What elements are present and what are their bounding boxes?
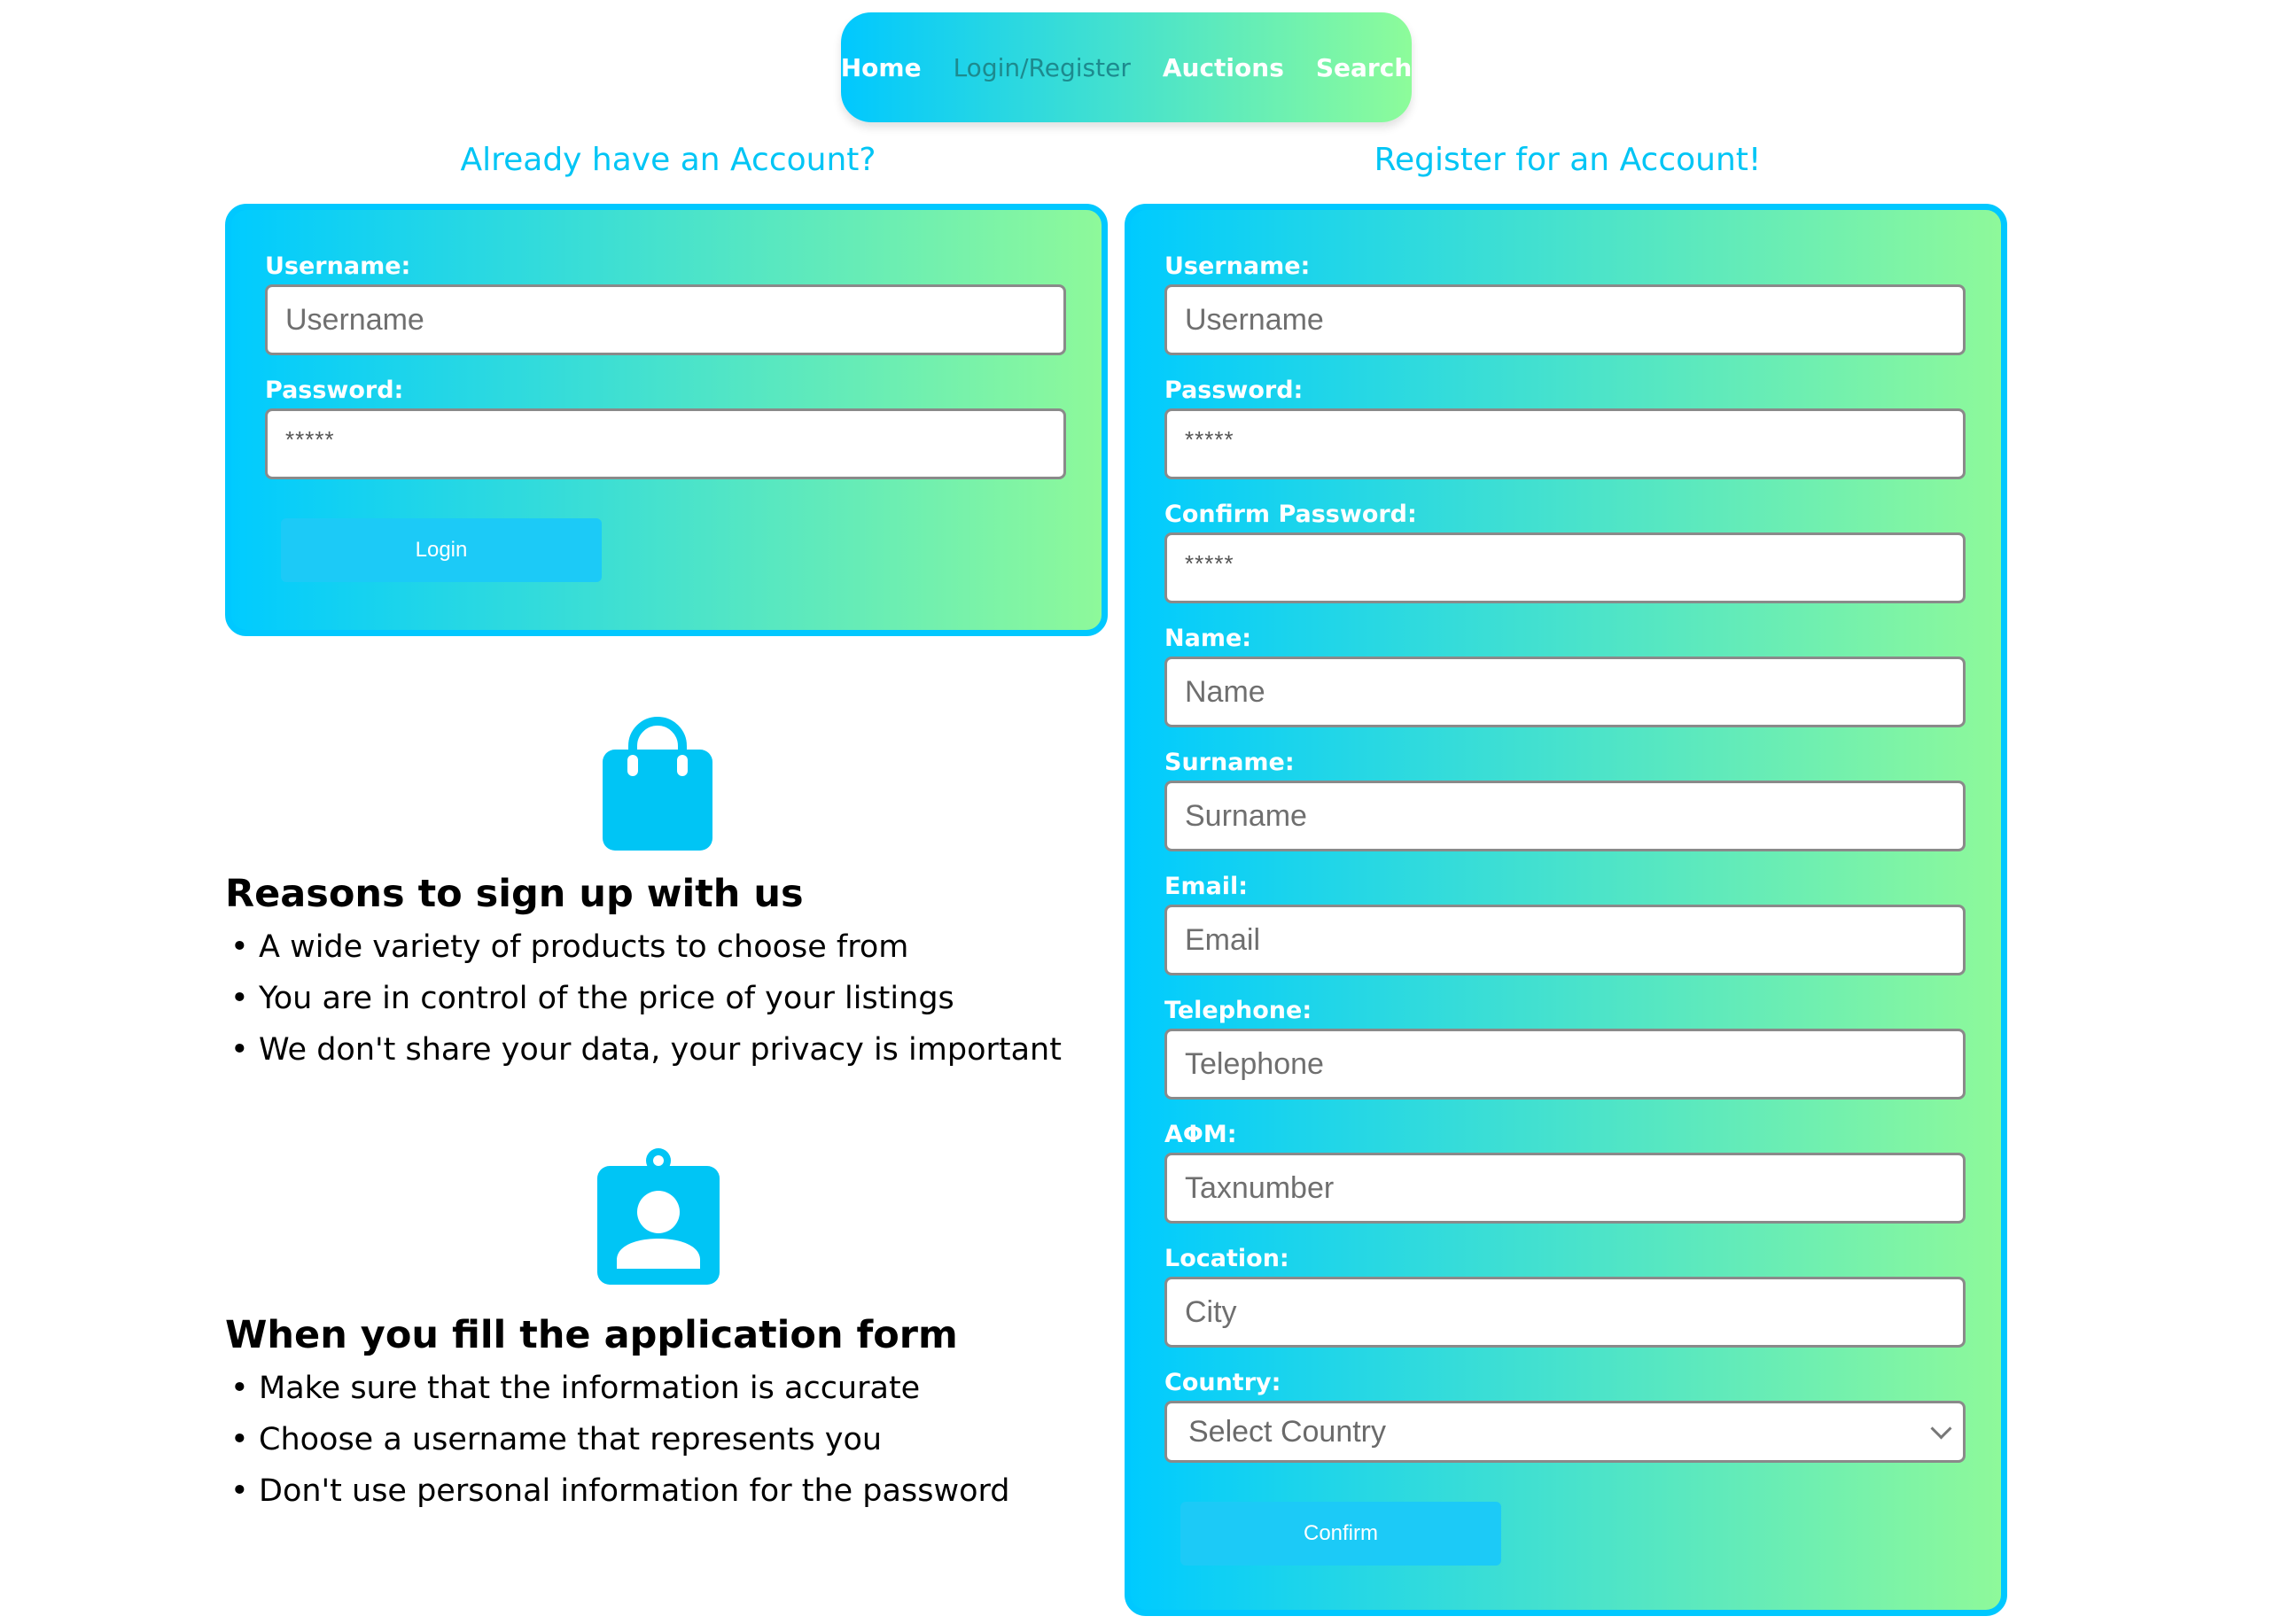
list-item: • A wide variety of products to choose from [225, 921, 1062, 973]
tips-title: When you fill the application form [225, 1313, 958, 1357]
reasons-list [225, 921, 1062, 1076]
register-heading: Register for an Account! [1374, 142, 1762, 178]
list-item: • Choose a username that represents you [225, 1414, 1009, 1465]
email-input[interactable] [1164, 905, 1966, 975]
tips-list [225, 1363, 1009, 1517]
register-form [1125, 204, 2007, 1616]
tax-number-label: ΑΦΜ: [1164, 1121, 1237, 1148]
country-select[interactable] [1164, 1401, 1966, 1463]
register-password-label: Password: [1164, 377, 1304, 404]
location-label: Location: [1164, 1245, 1289, 1272]
confirm-button[interactable]: Confirm [1180, 1502, 1501, 1566]
nav-search[interactable]: Search [1315, 52, 1413, 82]
badge-person-icon [597, 1148, 720, 1285]
top-nav [841, 12, 1412, 122]
shopping-bag-icon [603, 714, 712, 851]
login-username-label: Username: [265, 253, 411, 280]
register-password-input[interactable] [1164, 408, 1966, 479]
nav-login-register[interactable]: Login/Register [953, 52, 1131, 82]
login-username-input[interactable] [265, 284, 1066, 355]
telephone-input[interactable] [1164, 1029, 1966, 1100]
telephone-label: Telephone: [1164, 997, 1312, 1024]
list-item: • Don't use personal information for the password [225, 1465, 1009, 1517]
name-label: Name: [1164, 625, 1252, 652]
list-item: • Make sure that the information is accurate [225, 1363, 1009, 1414]
reasons-title: Reasons to sign up with us [225, 872, 804, 916]
tax-number-input[interactable] [1164, 1153, 1966, 1224]
surname-input[interactable] [1164, 781, 1966, 851]
country-label: Country: [1164, 1369, 1281, 1396]
surname-label: Surname: [1164, 749, 1295, 776]
chevron-down-icon [1930, 1418, 1951, 1439]
confirm-password-label: Confirm Password: [1164, 501, 1417, 528]
list-item: • We don't share your data, your privacy is important [225, 1024, 1062, 1076]
name-input[interactable] [1164, 657, 1966, 727]
login-password-label: Password: [265, 377, 404, 404]
register-username-label: Username: [1164, 253, 1311, 280]
confirm-password-input[interactable] [1164, 532, 1966, 603]
nav-auctions[interactable]: Auctions [1162, 52, 1284, 82]
login-heading: Already have an Account? [460, 142, 876, 178]
login-button[interactable]: Login [281, 518, 602, 582]
login-form [225, 204, 1108, 636]
nav-home[interactable]: Home [840, 52, 922, 82]
location-input[interactable] [1164, 1277, 1966, 1348]
login-password-input[interactable] [265, 408, 1066, 479]
country-select-value: Select Country [1188, 1414, 1386, 1449]
list-item: • You are in control of the price of your listings [225, 973, 1062, 1024]
email-label: Email: [1164, 873, 1249, 900]
register-username-input[interactable] [1164, 284, 1966, 355]
